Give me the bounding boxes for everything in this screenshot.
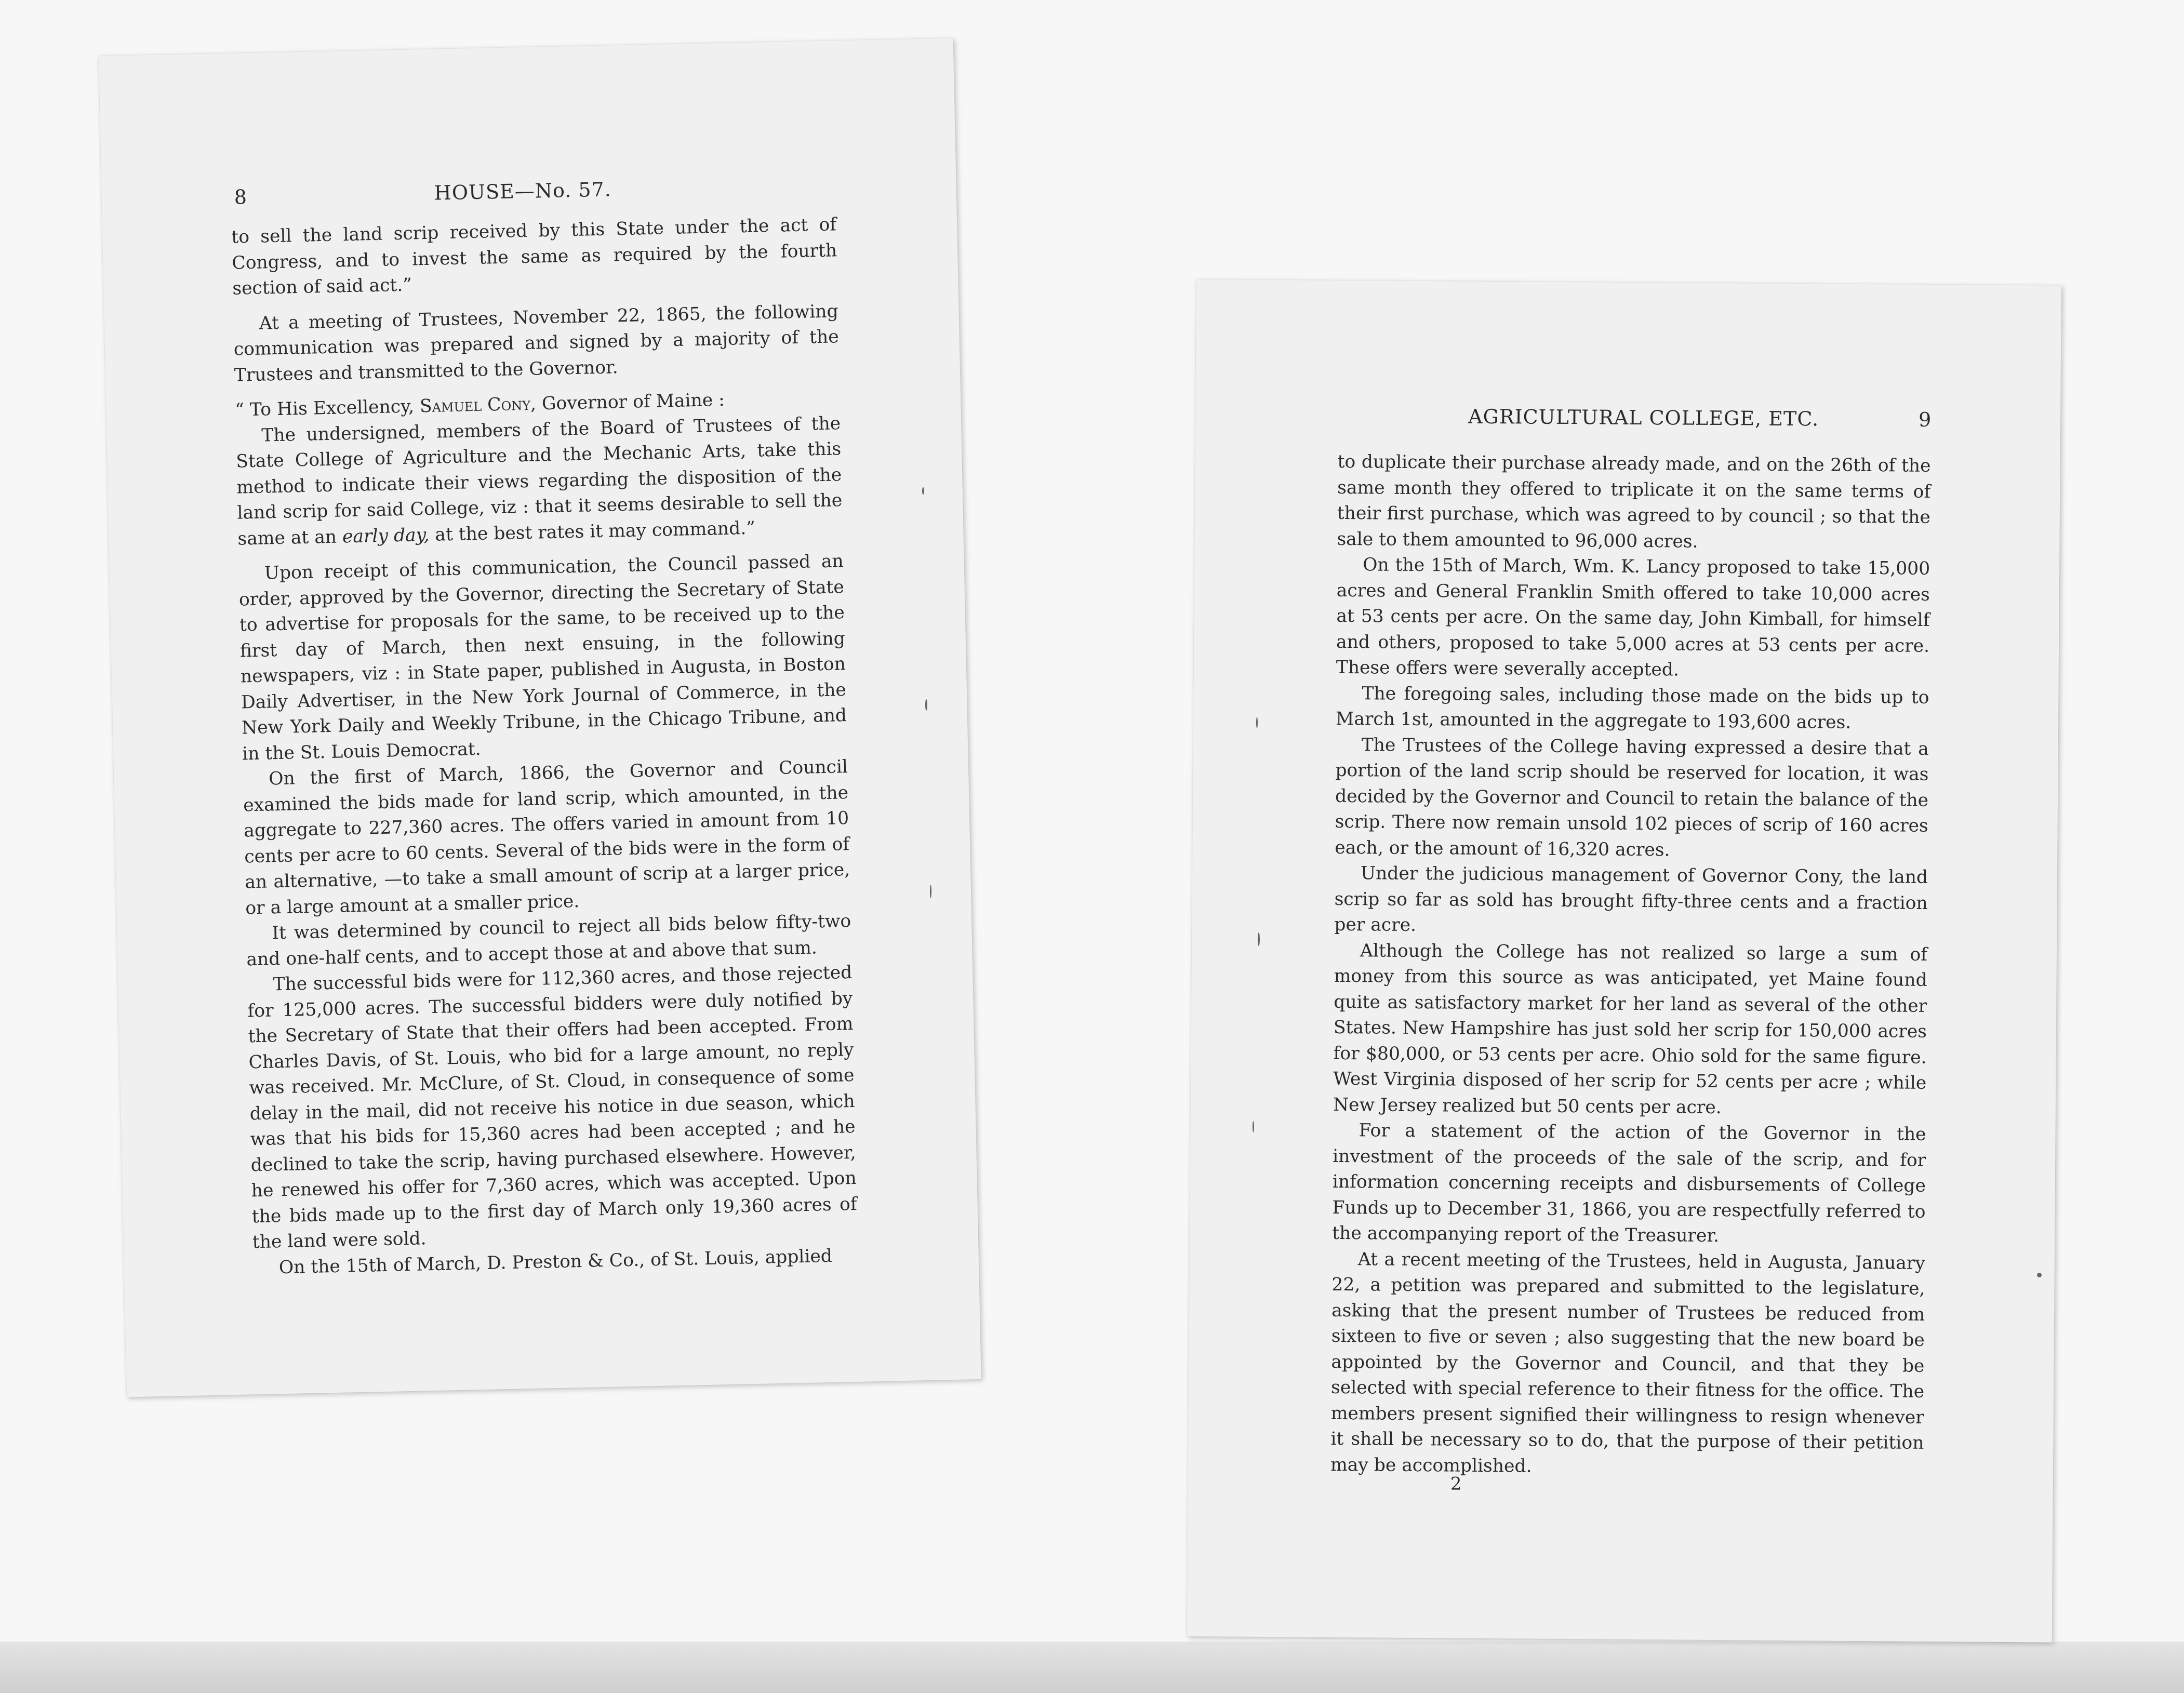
speck bbox=[922, 487, 924, 495]
left-page bbox=[99, 38, 981, 1397]
right-page-header bbox=[1195, 403, 2060, 441]
paragraph: On the first of March, 1866, the Governor and Council examined the bids made for land scrip, which amounted, in the aggregate to 227,360 acres. The offers varied in amount from 10 cents per acre to 60 cents. Several of the bids were in the form of an alternative, —to take a small amount of scrip at a larger price, or a large amount at a smaller price. bbox=[243, 756, 850, 918]
speck bbox=[1258, 932, 1260, 946]
paragraph: Under the judicious management of Governor Cony, the land scrip so far as sold has brought fifty-three cents and a fraction per acre. bbox=[1334, 863, 1928, 936]
left-page-body bbox=[231, 212, 858, 1281]
paragraph: For a statement of the action of the Governor in the investment of the proceeds of the sale of the scrip, and for information concerning receipts and disbursements of College Funds up to December 31, 1866, you are respectfully referred to the accompanying report of the Treasurer. bbox=[1332, 1120, 1926, 1247]
speck bbox=[2037, 1273, 2042, 1277]
paragraph: Although the College has not realized so large a sum of money from this source as was anticipated, yet Maine found quite as satisfactory market for her land as several of the other States. New Hampshire has just sold her scrip for 150,000 acres for $80,000, or 53 cents per acre. Ohio sold for the same figure. West Virginia disposed of her scrip for 52 cents per acre ; while New Jersey realized but 50 cents per acre. bbox=[1333, 940, 1928, 1118]
right-page-body bbox=[1330, 449, 1931, 1482]
paragraph: to duplicate their purchase already made, and on the 26th of the same month they offered to triplicate it on the same terms of their first purchase, which was agreed to by council ; so that the sale to them amounted to 96,000 acres. bbox=[1337, 451, 1931, 552]
paragraph: The successful bids were for 112,360 acres, and those rejected for 125,000 acres. The successful bidders were duly notified by the Secretary of State that their offers had been accepted. From Charles Davis, of St. Louis, who bid for a large amount, no reply was received. Mr. McClure, of St. Cloud, in consequence of some delay in the mail, did not receive his notice in due season, which was that his bids for 15,360 acres had been accepted ; and he declined to take the scrip, having purchased elsewhere. However, he renewed his offer for 7,360 acres, which was accepted. Upon the bids made up to the first day of March only 19,360 acres of the land were sold. bbox=[247, 962, 858, 1253]
paragraph: Upon receipt of this communication, the Council passed an order, approved by the Governor, directing the Secretary of State to advertise for proposals for the same, to be received up to the first day of March, then next ensuing, in the following newspapers, viz : in State paper, published in Augusta, in Boston Daily Advertiser, in the New York Journal of Commerce, in the New York Daily and Weekly Tribune, in the Chicago Tribune, and in the St. Louis Democrat. bbox=[238, 551, 847, 765]
right-page bbox=[1187, 279, 2061, 1643]
paragraph: The undersigned, members of the Board of Trustees of the State College of Agriculture and the Mechanic Arts, take this method to indicate their views regarding the disposition of the land scrip for said College, viz : that it seems desirable to sell the same at an early day, at the best rates it may command.” bbox=[235, 412, 843, 550]
paragraph: to sell the land scrip received by this State under the act of Congress, and to invest the same as required by the fourth section of said act.” bbox=[231, 214, 837, 299]
signature-mark: 2 bbox=[1450, 1473, 1462, 1495]
page-number: 9 bbox=[1918, 408, 1932, 431]
paragraph: The Trustees of the College having expressed a desire that a portion of the land scrip should be reserved for location, it was decided by the Governor and Council to retain the balance of the scrip. There now remain unsold 102 pieces of scrip of 160 acres each, or the amount of 16,320 acres. bbox=[1335, 734, 1929, 860]
paragraph: On the 15th of March, Wm. K. Lancy proposed to take 15,000 acres and General Franklin Smith offered to take 10,000 acres at 53 cents per acre. On the same day, John Kimball, for himself and others, proposed to take 5,000 acres at 53 cents per acre. These offers were severally accepted. bbox=[1336, 554, 1930, 681]
paragraph: At a recent meeting of the Trustees, held in Augusta, January 22, a petition was prepared and submitted to the legislature, asking that the present number of Trustees be reduced from sixteen to five or seven ; also suggesting that the new board be appointed by the Governor and Council, and that they be selected with special reference to their fitness for the office. The members present signified their willingness to resign whenever it shall be necessary so to do, that the purpose of their petition may be accomplished. bbox=[1330, 1248, 1925, 1477]
paragraph: The foregoing sales, including those made on the bids up to March 1st, amounted in the aggregate to 193,600 acres. bbox=[1335, 683, 1929, 733]
speck bbox=[930, 885, 931, 898]
paragraph: It was determined by council to reject all bids below fifty-two and one-half cents, and to accept those at and above that sum. bbox=[246, 911, 851, 970]
address-line: “ To His Excellency, Samuel Cony, Governor of Maine : bbox=[234, 389, 725, 421]
paragraph: At a meeting of Trustees, November 22, 1865, the following communication was prepared and signed by a majority of the Trustees and transmitted to the Governor. bbox=[233, 300, 840, 386]
paragraph: On the 15th of March, D. Preston & Co., of St. Louis, applied bbox=[278, 1245, 833, 1278]
page-number: 8 bbox=[234, 185, 248, 209]
scanner-bed-edge bbox=[0, 1642, 2184, 1693]
running-title: HOUSE—No. 57. bbox=[434, 178, 612, 205]
speck bbox=[1256, 717, 1258, 728]
speck bbox=[1253, 1121, 1254, 1132]
speck bbox=[925, 699, 927, 711]
running-title: AGRICULTURAL COLLEGE, ETC. bbox=[1468, 405, 1819, 431]
